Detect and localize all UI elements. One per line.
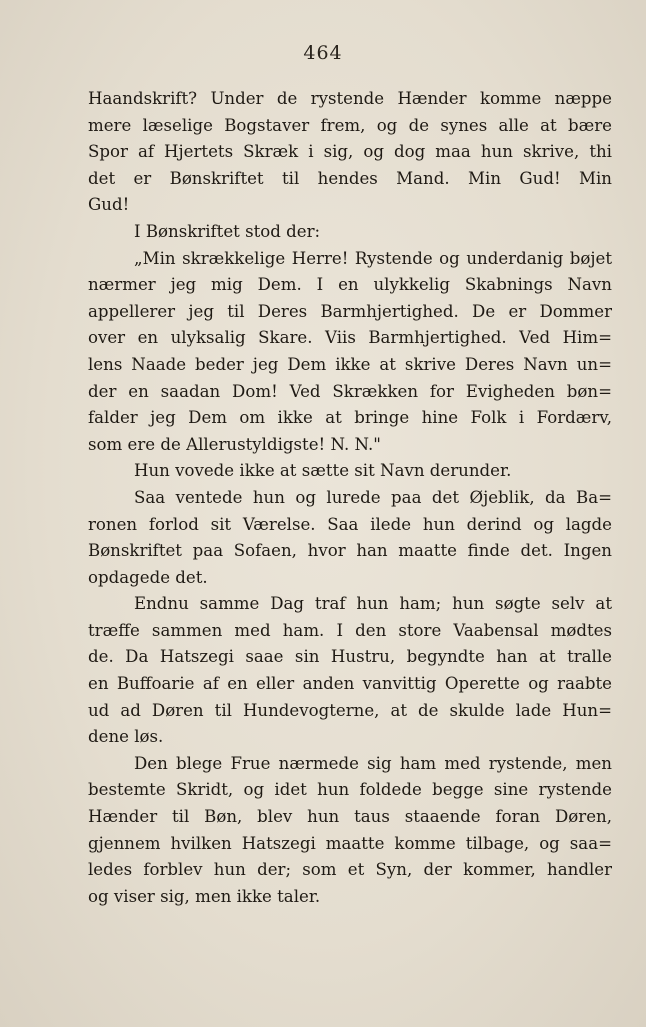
text-line: Haandskrift? Under de rystende Hænder komme næppe: [88, 89, 612, 108]
text-line: Gud!: [88, 195, 130, 215]
text-line: Hænder til Bøn, blev hun taus staaende foran Døren,: [88, 807, 612, 827]
text-line: mere læselige Bogstaver frem, og de synes alle at bære: [88, 115, 612, 135]
text-line: ud ad Døren til Hundevogterne, at de skulde lade Hun=: [88, 700, 612, 720]
text-line: „Min skrækkelige Herre! Rystende og underdanig bøjet: [134, 248, 612, 268]
text-line: en Buffoarie af en eller anden vanvittig Operette og raabte: [88, 674, 612, 694]
text-line: ronen forlod sit Værelse. Saa ilede hun derind og lagde: [88, 514, 612, 534]
text-line: Den blege Frue nærmede sig ham med rystende, men: [134, 753, 612, 773]
text-line: og viser sig, men ikke taler.: [88, 886, 321, 906]
text-line: falder jeg Dem om ikke at bringe hine Folk i Fordærv,: [88, 408, 612, 428]
text-line: Endnu samme Dag traf hun ham; hun søgte selv at: [134, 594, 612, 614]
text-line: appellerer jeg til Deres Barmhjertighed. De er Dommer: [88, 301, 612, 321]
text-line: opdagede det.: [88, 567, 208, 587]
text-line: der en saadan Dom! Ved Skrækken for Evigheden bøn=: [88, 381, 612, 401]
text-line: gjennem hvilken Hatszegi maatte komme tilbage, og saa=: [88, 833, 612, 853]
text-line: ledes forblev hun der; som et Syn, der kommer, handler: [88, 860, 612, 880]
text-line: Bønskriftet paa Sofaen, hvor han maatte finde det. Ingen: [88, 541, 612, 561]
text-line: Spor af Hjertets Skræk i sig, og dog maa hun skrive, thi: [88, 142, 612, 162]
page-number: 464: [303, 42, 343, 64]
text-line: nærmer jeg mig Dem. I en ulykkelig Skabnings Navn: [88, 275, 612, 295]
text-line: Hun vovede ikke at sætte sit Navn derunder.: [134, 461, 512, 481]
body-text: [88, 86, 612, 910]
text-line: træffe sammen med ham. I den store Vaabensal mødtes: [88, 620, 612, 640]
text-line: dene løs.: [88, 727, 164, 747]
text-line: bestemte Skridt, og idet hun foldede begge sine rystende: [88, 780, 612, 800]
text-line: Saa ventede hun og lurede paa det Øjeblik, da Ba=: [134, 487, 612, 507]
text-line: lens Naade beder jeg Dem ikke at skrive Deres Navn un=: [88, 354, 612, 374]
text-line: som ere de Allerustyldigste! N. N.": [88, 434, 381, 454]
text-line: over en ulyksalig Skare. Viis Barmhjertighed. Ved Him=: [88, 328, 612, 348]
text-line: det er Bønskriftet til hendes Mand. Min Gud! Min: [88, 168, 612, 188]
text-line: I Bønskriftet stod der:: [134, 221, 321, 241]
text-line: de. Da Hatszegi saae sin Hustru, begyndte han at tralle: [88, 647, 612, 667]
